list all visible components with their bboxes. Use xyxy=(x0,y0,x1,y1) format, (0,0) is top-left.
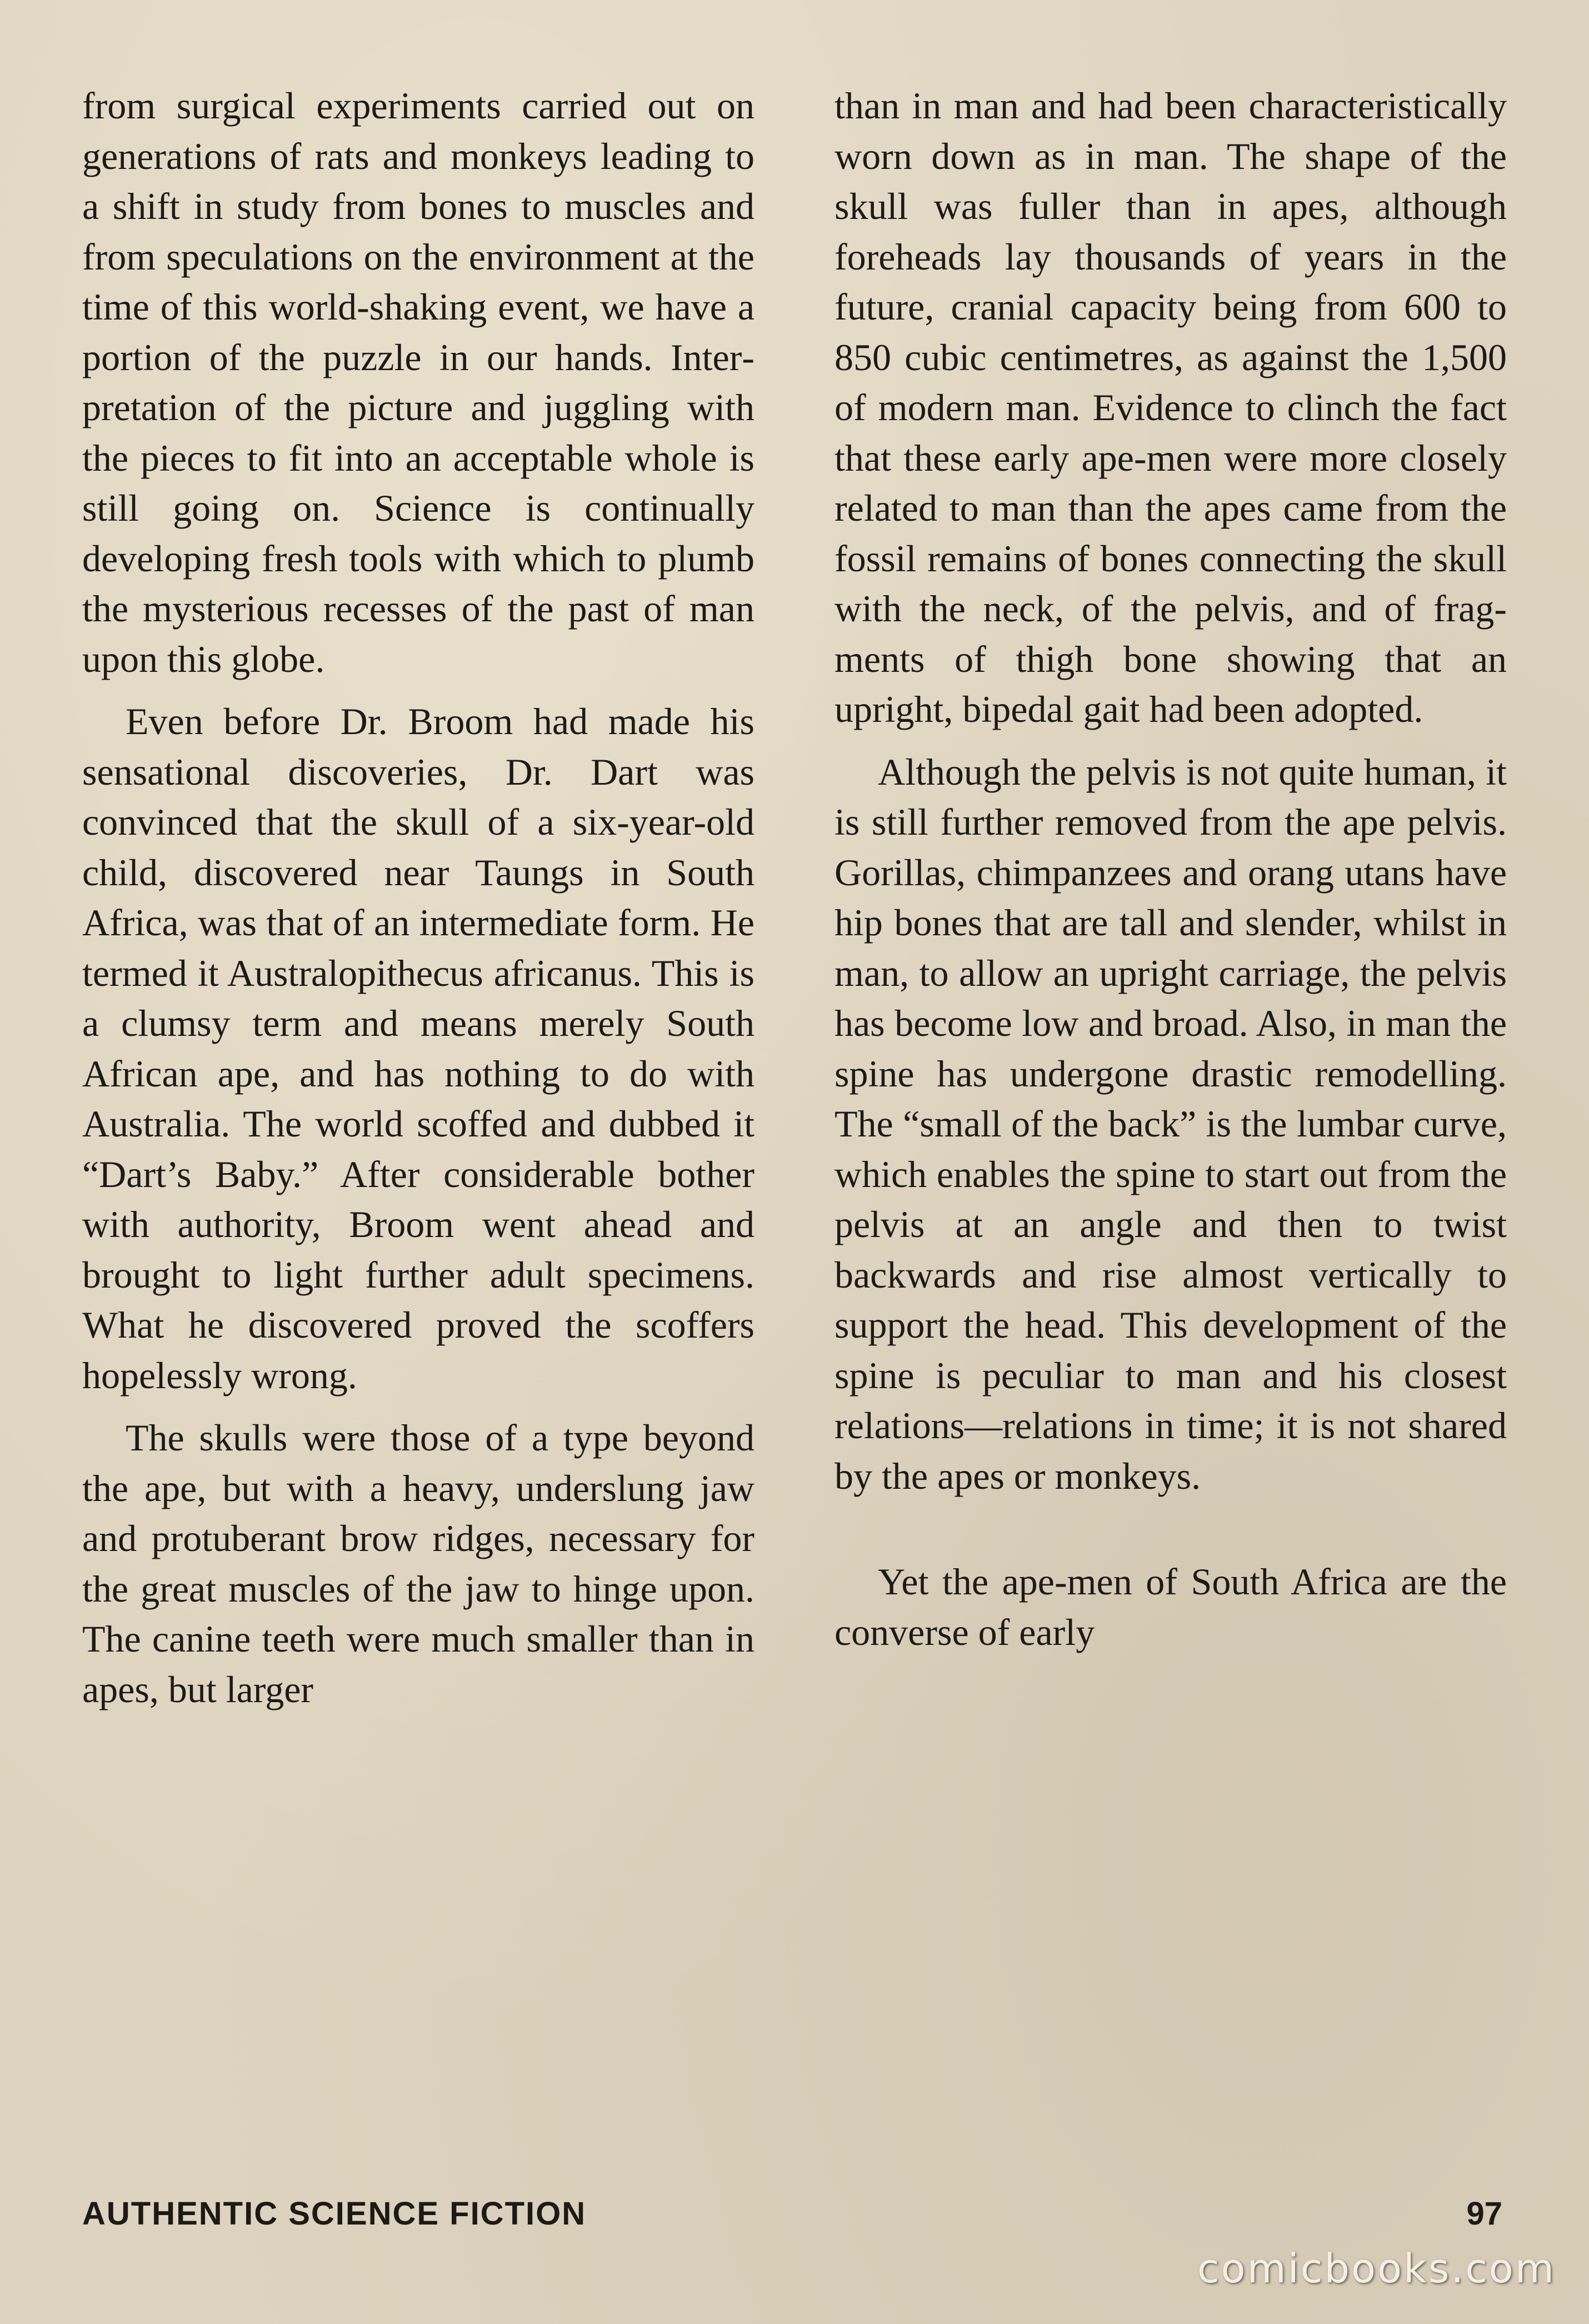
left-column xyxy=(82,81,754,1714)
right-paragraph-1: than in man and had been characteristically worn down as in man. The shape of the skull was fuller than in apes, although foreheads lay thousands of years in the future, cranial capacity being from 600 to 850 cubic centimetres, as against the 1,500 of modern man. Evidence to clinch the fact that these early ape-men were more closely related to man than the apes came from the fossil remains of bones connecting the skull with the neck, of the pelvis, and of fragments of thigh bone showing that an upright, bipedal gait had been adopted. xyxy=(835,84,1507,730)
left-paragraph-2: Even before Dr. Broom had made his sensational discoveries, Dr. Dart was convinced that the skull of a six-year-old child, discovered near Taungs in South Africa, was that of an intermediate form. He termed it Australopithecus africanus. This is a clumsy term and means merely South African ape, and has nothing to do with Australia. The world scoffed and dubbed it “Dart’s Baby.” After considerable bother with authority, Broom went ahead and brought to light further adult specimens. What he discovered proved the scoffers hopelessly wrong. xyxy=(82,700,754,1397)
left-paragraph-3: The skulls were those of a type beyond the ape, but with a heavy, underslung jaw and protuberant brow ridges, necessary for the great muscles of the jaw to hinge upon. The canine teeth were much smaller than in apes, but larger xyxy=(82,1417,754,1710)
page-number: 97 xyxy=(1466,2196,1502,2232)
right-paragraph-2: Although the pelvis is not quite human, it is still further removed from the ape pelvis. Gorillas, chimpanzees and orang utans have hip bones that are tall and slender, whilst in man, to allow an upright carriage, the pelvis has become low and broad. Also, in man the spine has undergone drastic remodelling. The “small of the back” is the lumbar curve, which enables the spine to start out from the pelvis at an angle and then to twist backwards and rise almost vertically to support the head. This development of the spine is peculiar to man and his closest relations—relations in time; it is not shared by the apes or monkeys. xyxy=(835,750,1507,1497)
publication-name: AUTHENTIC SCIENCE FICTION xyxy=(82,2196,587,2232)
right-paragraph-3: Yet the ape-men of South Africa are the converse of early xyxy=(835,1560,1507,1653)
watermark: comicbooks.com xyxy=(1197,2245,1556,2292)
left-paragraph-1: from surgical experiments carried out on generations of rats and monkeys leading to a shift in study from bones to muscles and from speculations on the environment at the time of this world-shaking event, we have a portion of the puzzle in our hands. Interpretation of the picture and juggling with the pieces to fit into an acceptable whole is still going on. Science is continually developing fresh tools with which to plumb the mysterious recesses of the past of man upon this globe. xyxy=(82,84,754,680)
right-column xyxy=(835,81,1507,1657)
